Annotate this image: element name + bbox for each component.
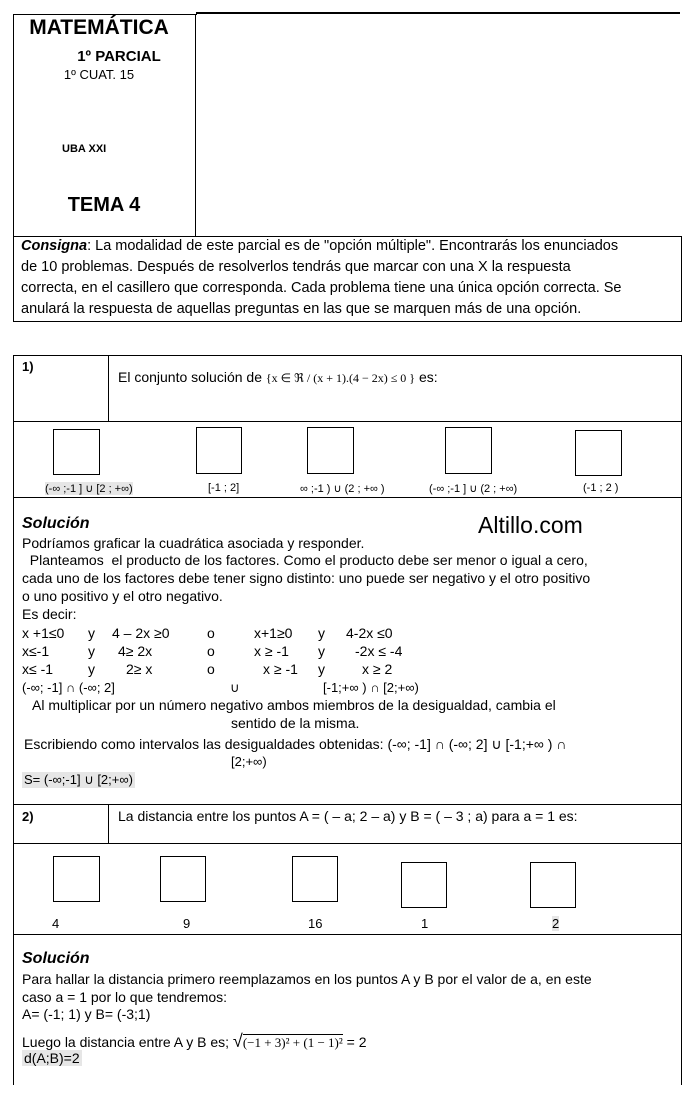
problem2-option3-checkbox[interactable] <box>292 856 338 902</box>
ineq-r2-c5: x ≥ -1 <box>254 643 289 659</box>
ineq-r3-c1: x≤ -1 <box>22 661 54 677</box>
ineq-r2-c3: 4≥ 2x <box>118 643 153 659</box>
problem1-interval-right: [-1;+∞ ) ∩ [2;+∞) <box>323 680 419 695</box>
ineq-r1-c5: x+1≥0 <box>254 625 293 641</box>
ineq-r3-c2: y <box>88 661 95 677</box>
problem1-option1-checkbox[interactable] <box>53 429 100 475</box>
ineq-r3-c3: 2≥ x <box>126 661 153 677</box>
problem1-number: 1) <box>22 359 34 374</box>
problem2-distance-line <box>22 1031 367 1052</box>
ineq-r1-c4: o <box>207 625 215 641</box>
problem1-writing-line-2: [2;+∞) <box>231 754 267 769</box>
exam-term: 1º CUAT. 15 <box>63 67 135 82</box>
header-top-border-right <box>196 12 680 14</box>
problem1-solution-line-2: Planteamos el producto de los factores. Como el producto debe ser menor o igual a cero, <box>22 552 588 568</box>
problem1-option4-checkbox[interactable] <box>445 427 492 474</box>
instructions-label: Consigna <box>21 238 88 254</box>
problems-right-border <box>681 355 682 1085</box>
problem2-number: 2) <box>22 809 34 824</box>
ineq-r1-c3: 4 – 2x ≥0 <box>112 625 170 641</box>
problem1-interval-left: (-∞; -1] ∩ (-∞; 2] <box>22 680 115 695</box>
problem1-solution-title: Solución <box>22 515 90 532</box>
problem1-interval-union: ∪ <box>230 680 240 695</box>
problem2-option4-checkbox[interactable] <box>401 862 447 908</box>
sqrt-symbol: √ <box>232 1031 243 1051</box>
ineq-r2-c1: x≤-1 <box>22 643 50 659</box>
problem1-note-line-1: Al multiplicar por un número negativo ambos miembros de la desigualdad, cambia el <box>32 697 556 713</box>
topic-title: TEMA 4 <box>67 194 141 216</box>
problem1-option4-label: (-∞ ;-1 ] ∪ (2 ; +∞) <box>429 483 518 495</box>
problem2-option2-checkbox[interactable] <box>160 856 206 902</box>
ineq-r2-c7: -2x ≤ -4 <box>355 643 403 659</box>
problem2-distance-prefix: Luego la distancia entre A y B es; <box>22 1034 230 1050</box>
problem2-option3-label: 16 <box>308 916 323 931</box>
problem2-statement-bottom <box>13 843 682 844</box>
exam-title: 1º PARCIAL <box>77 48 161 65</box>
problem1-option3-checkbox[interactable] <box>307 427 354 474</box>
problem2-option1-label: 4 <box>52 916 60 931</box>
instructions-right-border <box>681 236 682 322</box>
problem1-top-border <box>13 355 682 356</box>
problem2-distance-result: = 2 <box>346 1034 367 1050</box>
problem1-solution-line-1: Podríamos graficar la cuadrática asociada y responder. <box>22 535 365 551</box>
problem2-option5-checkbox[interactable] <box>530 862 576 908</box>
problem1-option5-label: (-1 ; 2 ) <box>583 482 619 494</box>
problem2-option2-label: 9 <box>183 916 191 931</box>
problem2-options-bottom <box>13 934 682 935</box>
problem1-solution-line-5: Es decir: <box>22 606 77 622</box>
problem2-number-divider <box>108 804 109 844</box>
problem1-number-divider <box>108 355 109 422</box>
ineq-r3-c6: y <box>318 661 325 677</box>
subject-title: MATEMÁTICA <box>29 16 169 39</box>
instructions-top-border <box>13 236 682 237</box>
instructions-line-1: Consigna: La modalidad de este parcial es de "opción múltiple". Encontrarás los enunciados <box>21 238 619 254</box>
problem2-statement: La distancia entre los puntos A = ( – a; 2 – a) y B = ( – 3 ; a) para a = 1 es: <box>118 808 578 824</box>
problem2-solution-line-3: A= (-1; 1) y B= (-3;1) <box>22 1006 151 1022</box>
problem1-option2-checkbox[interactable] <box>196 427 242 474</box>
problem2-solution-line-2: caso a = 1 por lo que tendremos: <box>22 989 228 1005</box>
instructions-line-2: de 10 problemas. Después de resolverlos tendrás que marcar con una X la respuesta <box>21 259 571 275</box>
problem2-option4-label: 1 <box>421 916 429 931</box>
problem1-solution-line-4: o uno positivo y el otro negativo. <box>22 588 223 604</box>
ineq-r1-c1: x +1≤0 <box>22 625 65 641</box>
problem2-top-border <box>13 804 682 805</box>
problem1-option5-checkbox[interactable] <box>575 430 622 476</box>
problem2-option1-checkbox[interactable] <box>53 856 100 902</box>
ineq-r3-c5: x ≥ -1 <box>263 661 298 677</box>
ineq-r3-c7: x ≥ 2 <box>362 661 393 677</box>
instructions-text-1: La modalidad de este parcial es de "opción múltiple". Encontrarás los enunciados <box>95 238 619 254</box>
instructions-left-border <box>13 236 14 322</box>
ineq-r2-c2: y <box>88 643 95 659</box>
instructions-bottom-border <box>13 321 682 322</box>
header-top-border <box>13 14 197 15</box>
problem1-option2-label: [-1 ; 2] <box>208 482 240 494</box>
instructions-line-4: anulará la respuesta de aquellas preguntas en las que se marquen más de una opción. <box>21 301 582 317</box>
problem2-option5-label: 2 <box>552 916 560 931</box>
problems-left-border <box>13 355 14 1085</box>
school-name: UBA XXI <box>62 143 107 155</box>
problem1-statement-prefix: El conjunto solución de <box>118 369 262 385</box>
problem1-option1-label: (-∞ ;-1 ] ∪ [2 ; +∞) <box>45 483 133 495</box>
ineq-r1-c6: y <box>318 625 325 641</box>
problem1-statement <box>118 369 438 386</box>
ineq-r2-c6: y <box>318 643 325 659</box>
problem1-option3-label: ∞ ;-1 ) ∪ (2 ; +∞ ) <box>300 483 385 495</box>
watermark: Altillo.com <box>478 512 583 538</box>
problem2-distance-formula: (−1 + 3)² + (1 − 1)² <box>242 1035 343 1050</box>
problem1-statement-suffix: es: <box>418 369 438 385</box>
problem1-options-bottom <box>13 497 682 498</box>
problem1-answer: S= (-∞;-1] ∪ [2;+∞) <box>24 772 133 787</box>
problem1-statement-bottom <box>13 421 682 422</box>
problem2-solution-title: Solución <box>22 950 90 967</box>
problem1-solution-line-3: cada uno de los factores debe tener signo distinto: uno puede ser negativo y el otro positivo <box>22 570 591 586</box>
ineq-r3-c4: o <box>207 661 215 677</box>
problem1-formula: {x ∈ ℜ / (x + 1).(4 − 2x) ≤ 0 } <box>265 371 416 385</box>
problem1-note-line-2: sentido de la misma. <box>231 715 360 731</box>
problem2-answer: d(A;B)=2 <box>24 1050 80 1066</box>
ineq-r2-c4: o <box>207 643 215 659</box>
problem2-solution-line-1: Para hallar la distancia primero reemplazamos en los puntos A y B por el valor de a, en este <box>22 971 592 987</box>
ineq-r1-c2: y <box>88 625 95 641</box>
problem1-writing-line-1: Escribiendo como intervalos las desigualdades obtenidas: (-∞; -1] ∩ (-∞; 2] ∪ [-1;+∞ ) ∩ <box>24 736 567 752</box>
instructions-line-3: correcta, en el casillero que corresponda. Cada problema tiene una única opción correcta. Se <box>21 280 622 296</box>
ineq-r1-c7: 4-2x ≤0 <box>346 625 393 641</box>
